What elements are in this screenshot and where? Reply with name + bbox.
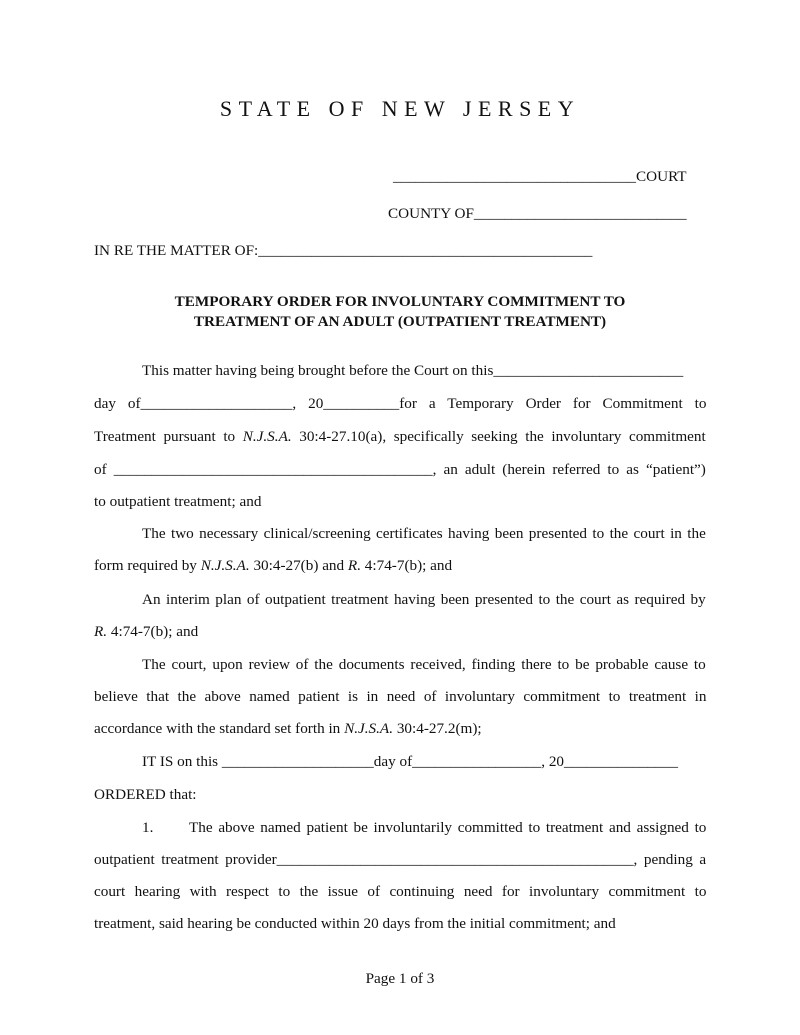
paragraph-2-line-1: The two necessary clinical/screening certificates having been presented to the court in the bbox=[142, 525, 706, 542]
order-heading-line-2: TREATMENT OF AN ADULT (OUTPATIENT TREATMENT) bbox=[193, 313, 607, 330]
citation: N.J.S.A. bbox=[200, 557, 250, 574]
citation: R. bbox=[347, 557, 361, 574]
order-heading-line-1: TEMPORARY ORDER FOR INVOLUNTARY COMMITMENT TO bbox=[174, 293, 626, 310]
citation: N.J.S.A. bbox=[344, 720, 394, 737]
state-title: STATE OF NEW JERSEY bbox=[219, 96, 581, 121]
citation: R. bbox=[94, 623, 108, 640]
citation: N.J.S.A. bbox=[242, 428, 292, 445]
item-1-line-2: outpatient treatment provider_______________________________________________, pending a bbox=[94, 851, 707, 868]
paragraph-1-line-1: This matter having being brought before the Court on this_________________________ bbox=[142, 362, 684, 379]
ordered-line: ORDERED that: bbox=[94, 786, 197, 803]
item-1-line-4: treatment, said hearing be conducted within 20 days from the initial commitment; and bbox=[94, 915, 616, 932]
paragraph-4-line-3: accordance with the standard set forth in N.J.S.A. 30:4-27.2(m); bbox=[94, 720, 482, 737]
page-number-footer: Page 1 of 3 bbox=[365, 970, 435, 987]
paragraph-3-line-1: An interim plan of outpatient treatment having been presented to the court as required by bbox=[142, 591, 706, 608]
it-is-line: IT IS on this ____________________day of_________________, 20_______________ bbox=[142, 753, 678, 770]
item-1-line-3: court hearing with respect to the issue of continuing need for involuntary commitment to bbox=[94, 883, 707, 900]
paragraph-1-line-3: Treatment pursuant to N.J.S.A. 30:4-27.10(a), specifically seeking the involuntary commitment bbox=[94, 428, 706, 445]
paragraph-3-line-2: R. 4:74-7(b); and bbox=[94, 623, 199, 640]
item-1-line-1: The above named patient be involuntarily committed to treatment and assigned to bbox=[189, 819, 707, 836]
paragraph-4-line-2: believe that the above named patient is in need of involuntary commitment to treatment in bbox=[94, 688, 707, 705]
paragraph-1-line-5: to outpatient treatment; and bbox=[94, 493, 262, 510]
item-1-number: 1. bbox=[142, 819, 154, 836]
paragraph-4-line-1: The court, upon review of the documents received, finding there to be probable cause to bbox=[142, 656, 706, 673]
paragraph-1-line-2: day of____________________, 20__________for a Temporary Order for Commitment to bbox=[94, 395, 707, 412]
matter-line: IN RE THE MATTER OF:____________________________________________ bbox=[94, 242, 593, 259]
county-line: COUNTY OF____________________________ bbox=[388, 205, 687, 222]
paragraph-1-line-4: of __________________________________________, an adult (herein referred to as “patient”) bbox=[94, 461, 706, 478]
paragraph-2-line-2: form required by N.J.S.A. 30:4-27(b) and R. 4:74-7(b); and bbox=[94, 557, 453, 574]
court-line: ________________________________COURT bbox=[393, 168, 687, 185]
